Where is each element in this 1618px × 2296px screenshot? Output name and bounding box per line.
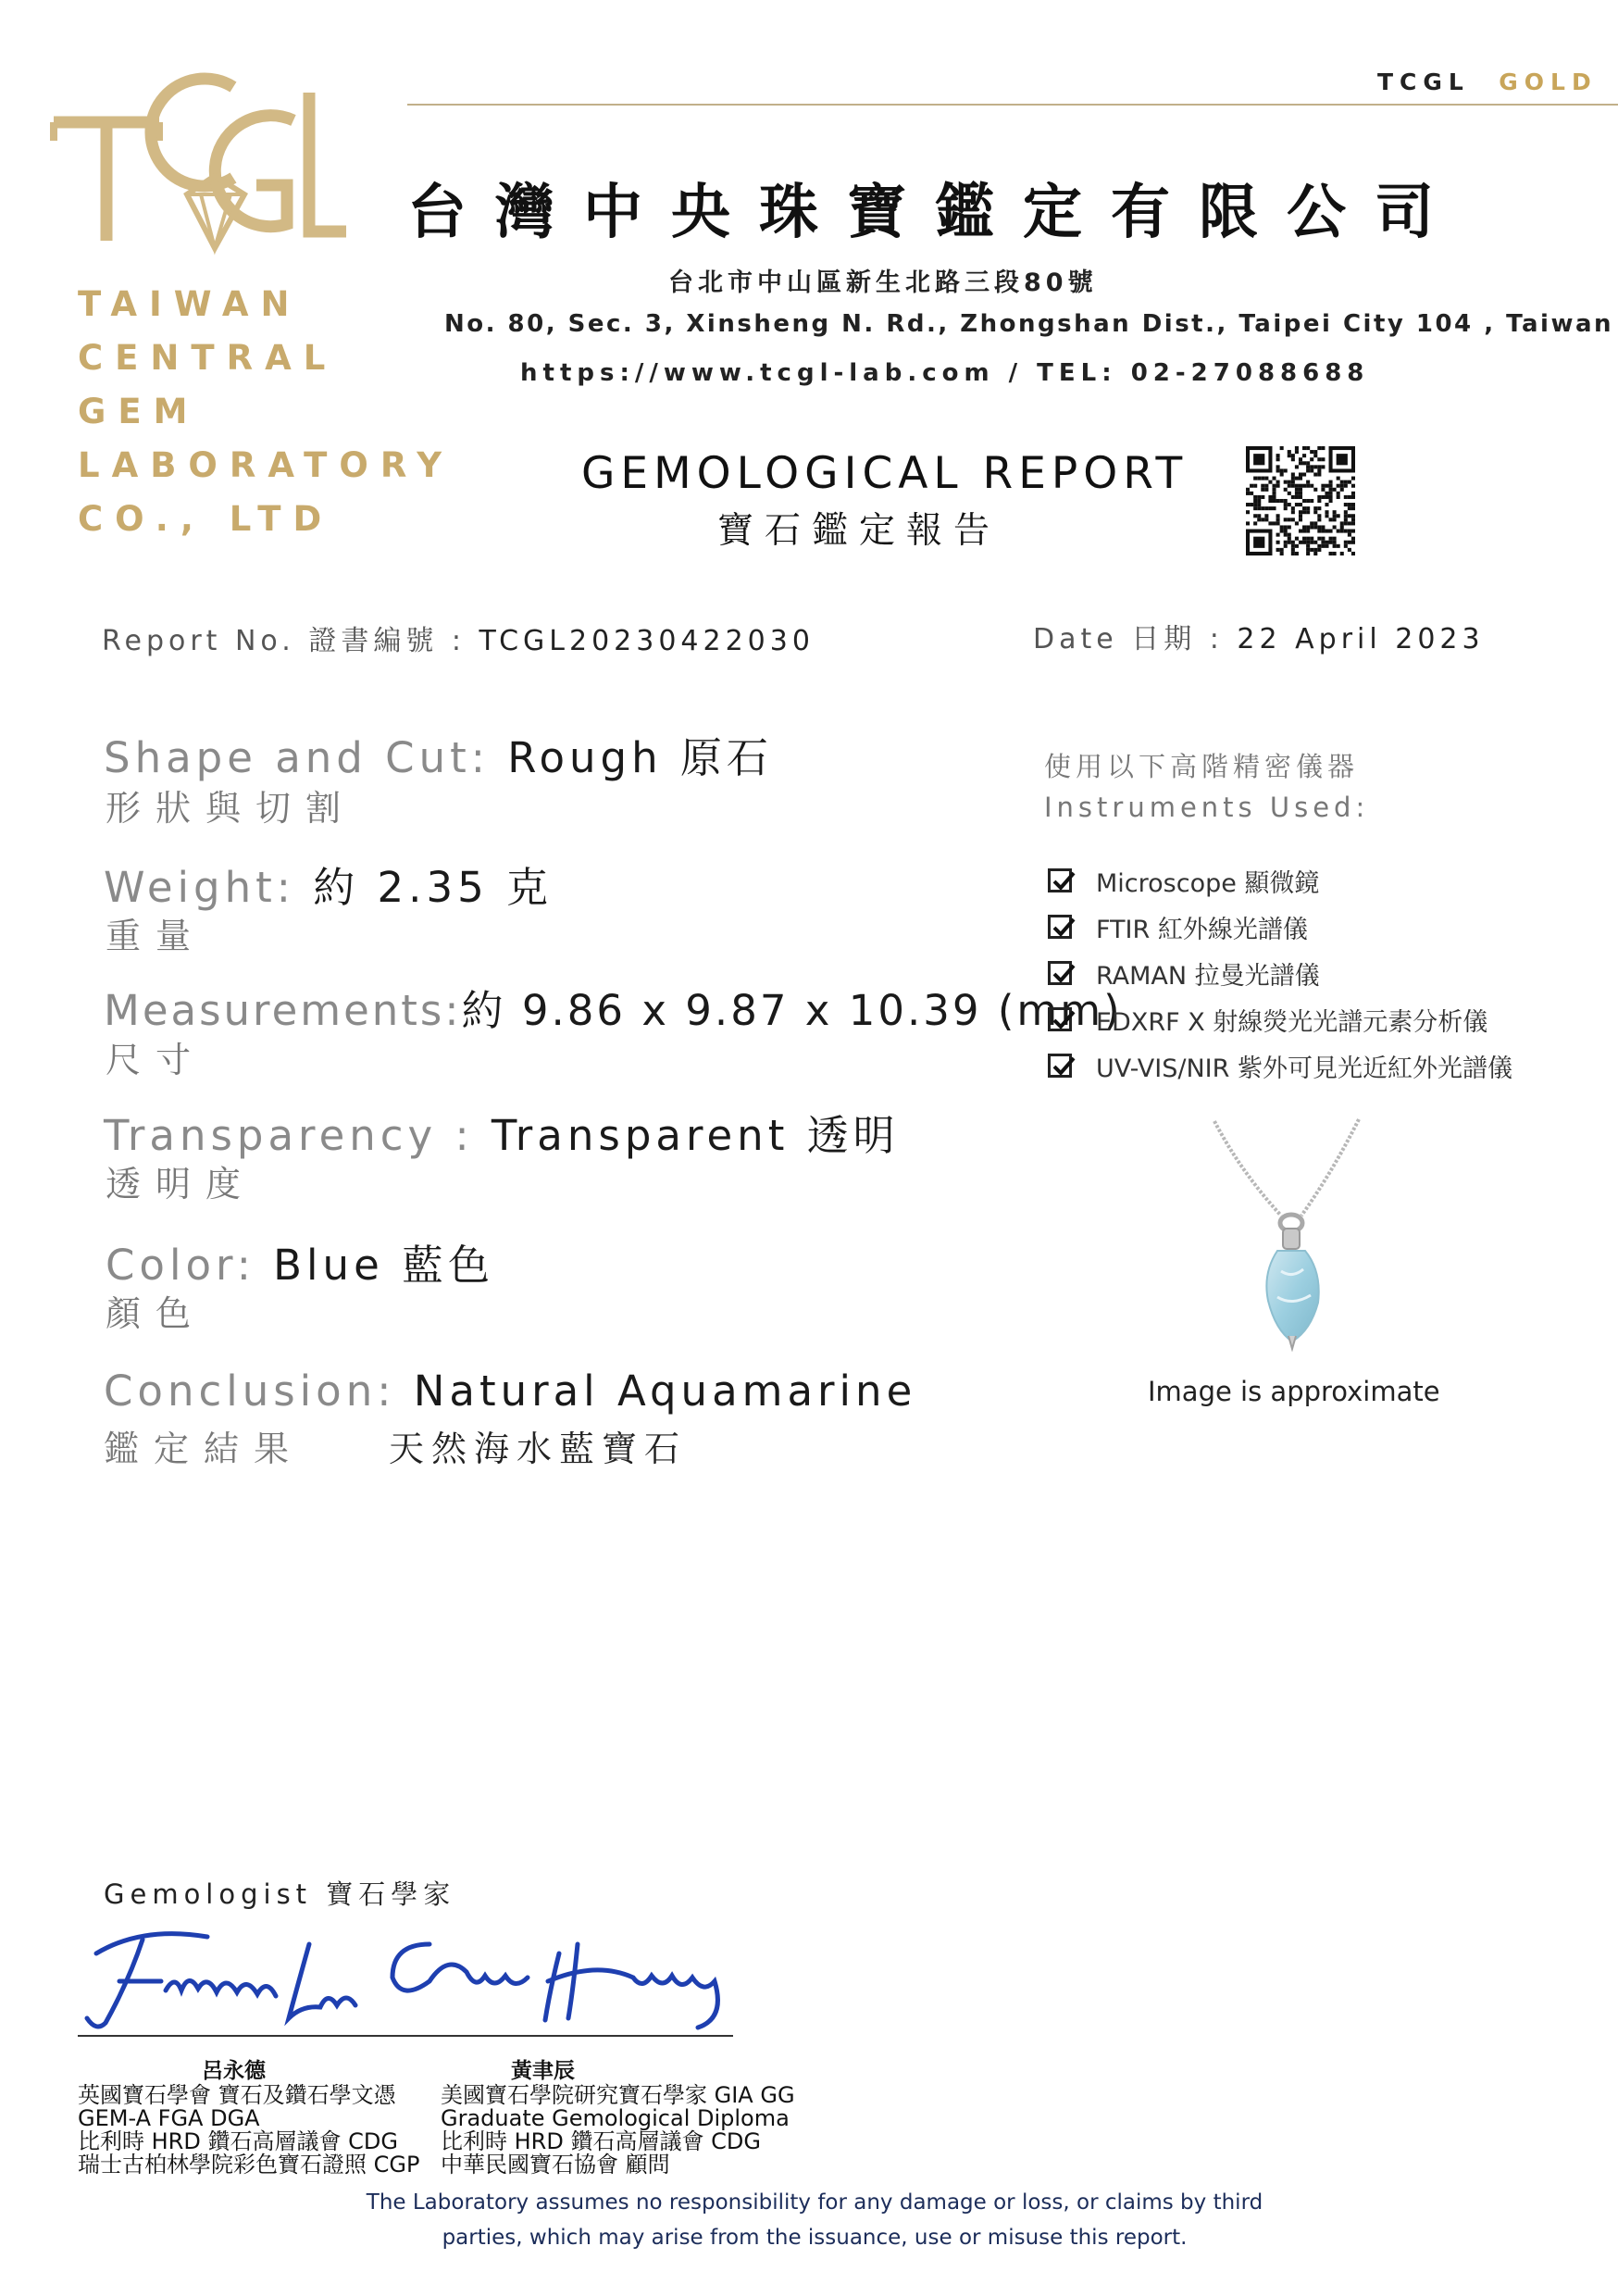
weight-value: 約 2.35 克 bbox=[313, 863, 554, 912]
lab-name-block bbox=[78, 278, 454, 546]
lab-name-line: GEM bbox=[78, 392, 200, 431]
instrument-item bbox=[1048, 1001, 1512, 1038]
brand-tier-main: TCGL bbox=[1377, 69, 1470, 95]
lab-name-line: LABORATORY bbox=[78, 445, 454, 485]
measurements-label: Measurements: bbox=[104, 986, 462, 1035]
report-date bbox=[1033, 616, 1485, 656]
instrument-item bbox=[1048, 1047, 1512, 1084]
credential-line: 瑞士古柏林學院彩色寶石證照 CGP bbox=[78, 2152, 420, 2177]
report-title: GEMOLOGICAL REPORT bbox=[581, 448, 1189, 499]
address-cn: 台北市中山區新生北路三段80號 bbox=[668, 268, 1098, 297]
measurements-value: 約 9.86 x 9.87 x 10.39 (mm) bbox=[461, 986, 1123, 1035]
report-date-value: 22 April 2023 bbox=[1237, 623, 1485, 655]
gemologist-name-left: 呂永德 bbox=[202, 2059, 266, 2083]
color-label-cn: 顏色 bbox=[106, 1293, 206, 1334]
credential-line: 英國寶石學會 寶石及鑽石學文憑 bbox=[78, 2082, 396, 2108]
instruments-heading-cn: 使用以下高階精密儀器 bbox=[1044, 751, 1360, 782]
shape-value: Rough 原石 bbox=[507, 733, 773, 782]
conclusion-field bbox=[104, 1366, 916, 1416]
instrument-label: RAMAN 拉曼光譜儀 bbox=[1096, 961, 1320, 991]
instruments-heading bbox=[1044, 746, 1369, 828]
credential-line: 比利時 HRD 鑽石高層議會 CDG bbox=[441, 2128, 761, 2154]
transparency-field bbox=[104, 1102, 900, 1162]
weight-label-cn: 重量 bbox=[106, 916, 206, 956]
gemologist-name-right: 黃聿辰 bbox=[511, 2059, 575, 2083]
credential-line: 美國寶石學院研究寶石學家 GIA GG bbox=[441, 2082, 795, 2108]
instrument-item bbox=[1048, 908, 1512, 945]
report-date-label: Date 日期 : bbox=[1033, 623, 1238, 655]
company-name-cn: 台灣中央珠寶鑑定有限公司 bbox=[407, 179, 1462, 247]
measurements-label-cn: 尺寸 bbox=[106, 1040, 206, 1080]
shape-label: Shape and Cut: bbox=[104, 733, 508, 782]
conclusion-value: Natural Aquamarine bbox=[413, 1366, 917, 1416]
measurements-field bbox=[104, 977, 1123, 1037]
checkbox-checked[interactable] bbox=[1048, 1054, 1072, 1078]
signature-line bbox=[78, 2035, 733, 2037]
qr-code[interactable] bbox=[1246, 446, 1355, 555]
company-logo bbox=[48, 56, 354, 272]
shape-field bbox=[104, 724, 773, 784]
conclusion-label: Conclusion: bbox=[104, 1366, 414, 1416]
disclaimer-line: The Laboratory assumes no responsibility for any damage or loss, or claims by third bbox=[366, 2190, 1263, 2215]
report-number-label: Report No. 證書編號 : bbox=[102, 625, 479, 657]
report-title-cn: 寶石鑑定報告 bbox=[717, 510, 1002, 552]
conclusion-label-cn: 鑑定結果 bbox=[104, 1429, 305, 1469]
report-number bbox=[102, 618, 815, 658]
instruments-list bbox=[1048, 862, 1512, 1084]
instrument-label: UV-VIS/NIR 紫外可見光近紅外光譜儀 bbox=[1096, 1054, 1512, 1083]
brand-tier-label bbox=[1377, 69, 1598, 95]
color-label: Color: bbox=[106, 1241, 274, 1290]
disclaimer bbox=[352, 2185, 1277, 2255]
credential-line: 中華民國寶石協會 顧問 bbox=[441, 2152, 670, 2177]
disclaimer-line: parties, which may arise from the issuance, use or misuse this report. bbox=[442, 2226, 1188, 2250]
conclusion-value-cn: 天然海水藍寶石 bbox=[389, 1429, 688, 1469]
checkbox-checked[interactable] bbox=[1048, 868, 1072, 892]
image-caption: Image is approximate bbox=[1148, 1376, 1440, 1407]
checkbox-checked[interactable] bbox=[1048, 1007, 1072, 1031]
instrument-label: EDXRF X 射線熒光光譜元素分析儀 bbox=[1096, 1007, 1488, 1037]
gemologist-credentials-left bbox=[78, 2084, 419, 2177]
lab-name-line: TAIWAN bbox=[78, 284, 302, 324]
report-number-value: TCGL20230422030 bbox=[479, 625, 815, 657]
credential-line: Graduate Gemological Diploma bbox=[441, 2105, 790, 2131]
transparency-value: Transparent 透明 bbox=[491, 1111, 900, 1160]
brand-tier-accent: GOLD bbox=[1499, 69, 1598, 95]
gem-pendant-image bbox=[1203, 1116, 1388, 1355]
instrument-item bbox=[1048, 862, 1512, 899]
gemologist-credentials-right bbox=[441, 2084, 795, 2177]
checkbox-checked[interactable] bbox=[1048, 915, 1072, 939]
color-field bbox=[106, 1231, 494, 1292]
instrument-item bbox=[1048, 955, 1512, 992]
lab-name-line: CENTRAL bbox=[78, 338, 338, 378]
credential-line: 比利時 HRD 鑽石高層議會 CDG bbox=[78, 2128, 398, 2154]
weight-field bbox=[104, 854, 553, 914]
checkbox-checked[interactable] bbox=[1048, 961, 1072, 985]
transparency-label-cn: 透明度 bbox=[106, 1164, 256, 1204]
credential-line: GEM-A FGA DGA bbox=[78, 2105, 260, 2131]
instruments-heading-en: Instruments Used: bbox=[1044, 792, 1370, 823]
lab-name-line: CO., LTD bbox=[78, 499, 334, 539]
contact-line: https://www.tcgl-lab.com / TEL: 02-27088688 bbox=[520, 359, 1370, 387]
instrument-label: FTIR 紅外線光譜儀 bbox=[1096, 915, 1308, 944]
weight-label: Weight: bbox=[104, 863, 314, 912]
gemologist-label: Gemologist 寶石學家 bbox=[104, 1878, 456, 1910]
transparency-label: Transparency : bbox=[104, 1111, 492, 1160]
address-en: No. 80, Sec. 3, Xinsheng N. Rd., Zhongshan Dist., Taipei City 104 , Taiwan bbox=[444, 310, 1614, 338]
instrument-label: Microscope 顯微鏡 bbox=[1096, 868, 1320, 898]
color-value: Blue 藍色 bbox=[273, 1241, 495, 1290]
signatures-image bbox=[78, 1916, 763, 2040]
header-divider bbox=[407, 104, 1618, 106]
shape-label-cn: 形狀與切割 bbox=[106, 788, 356, 829]
